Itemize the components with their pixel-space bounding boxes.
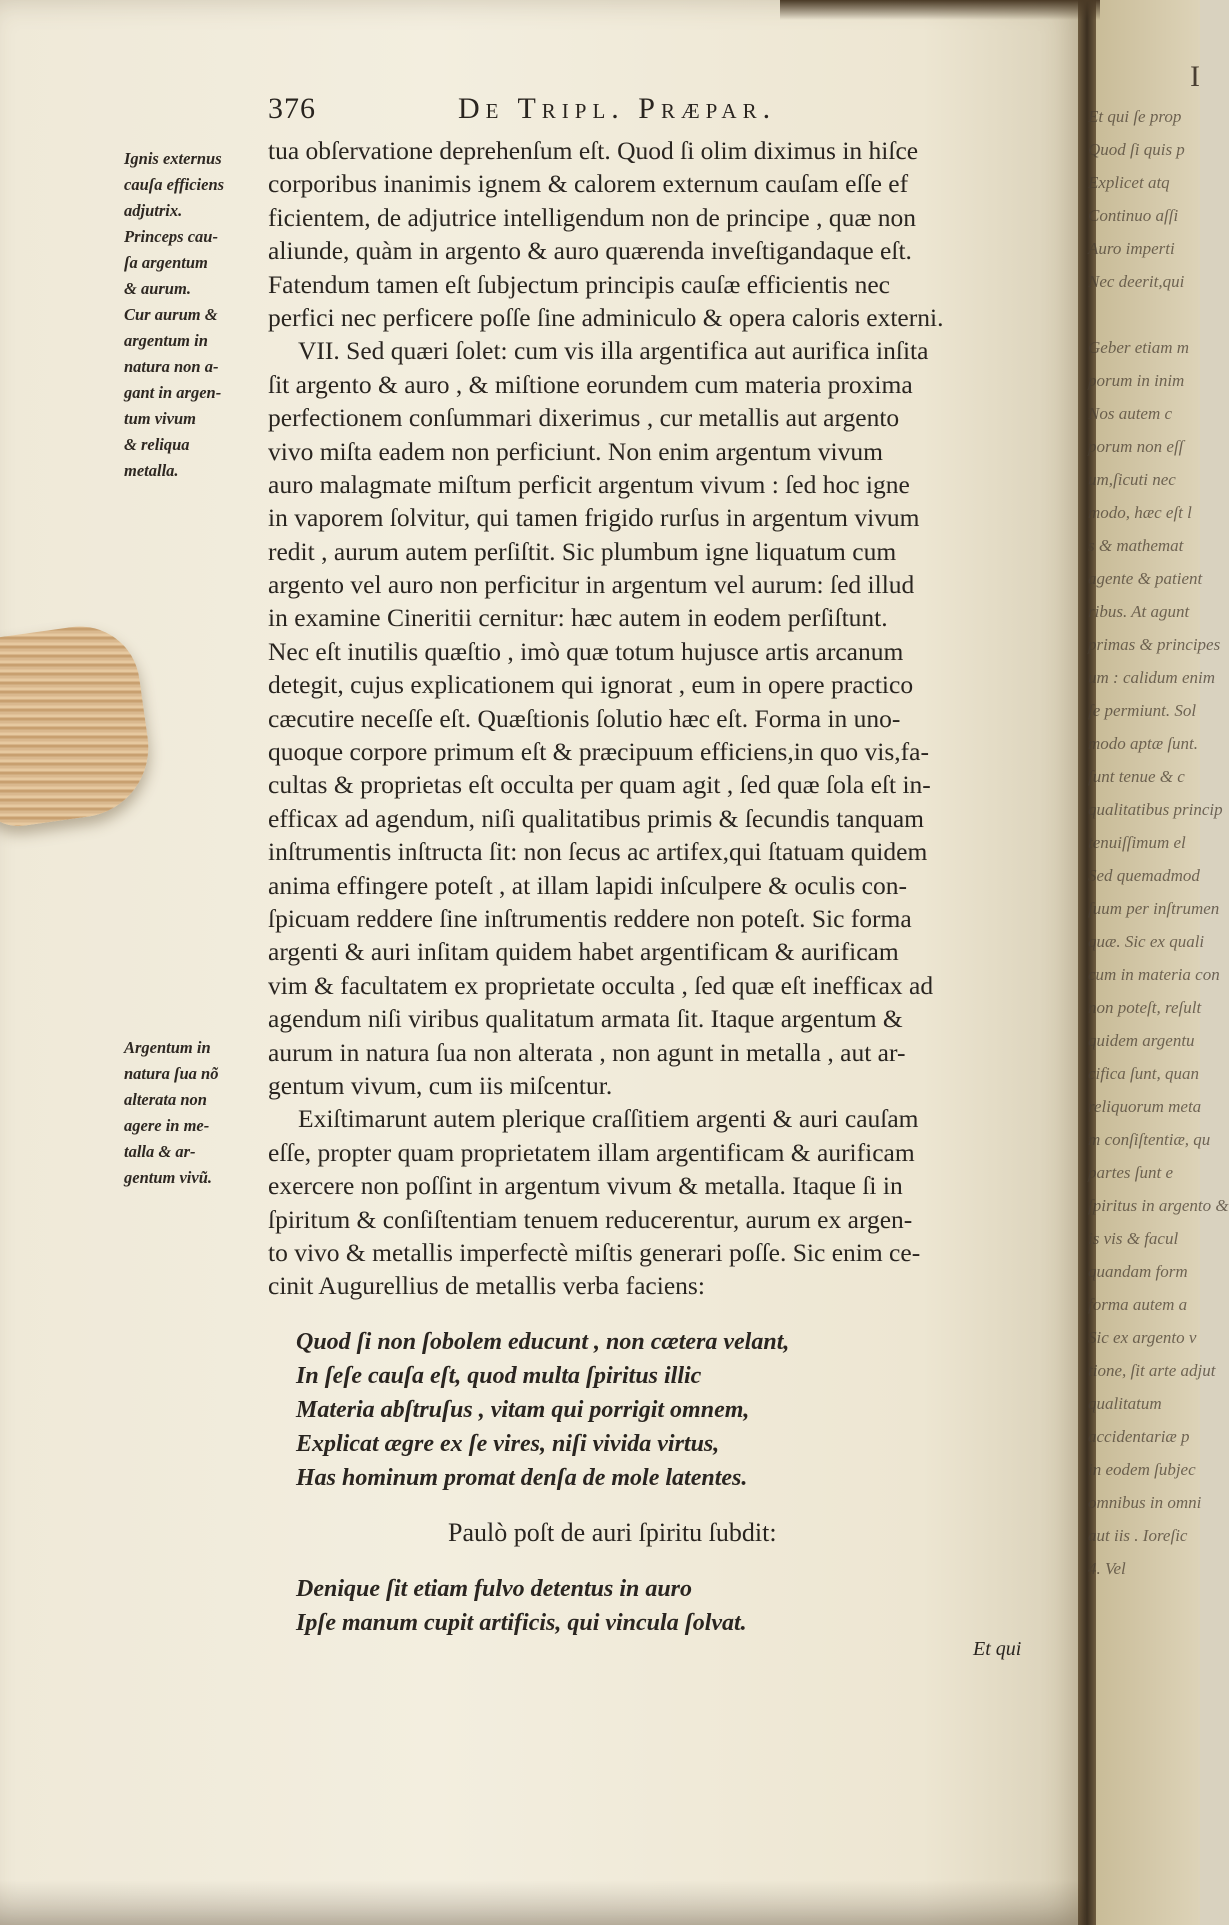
margin-note-line: natura ſua nõ	[124, 1064, 219, 1083]
text-line: inſtrumentis inſtructa ſit: non ſecus ac artifex,qui ſtatuam quidem	[268, 837, 928, 867]
text-line: gentum vivum, cum iis miſcentur.	[268, 1070, 613, 1100]
next-page-line: Sic ex argento v	[1088, 1328, 1197, 1347]
page-header	[268, 92, 1048, 132]
next-page-line: Sed quemadmod	[1088, 866, 1200, 885]
next-page-line: porum non eſſ	[1088, 437, 1184, 456]
next-page-line: m conſiſtentiæ, qu	[1088, 1130, 1211, 1149]
text-line: in vaporem ſolvitur, qui tamen frigido rurſus in argentum vivum	[268, 503, 920, 533]
margin-note-line: gentum vivũ.	[124, 1168, 213, 1187]
margin-note-line: & reliqua	[124, 435, 190, 454]
text-line: in examine Cineritii cernitur: hæc autem in eodem perſiſtunt.	[268, 603, 888, 633]
next-page-line: ſunt tenue & c	[1088, 767, 1185, 786]
text-line: redit , aurum autem perſiſtit. Sic plumbum igne liquatum cum	[268, 536, 897, 566]
next-page-line: um,ſicuti nec	[1088, 470, 1176, 489]
margin-note-line: adjutrix.	[124, 201, 183, 220]
text-line: aliunde, quàm in argento & auro quærenda inveſtigandaque eſt.	[268, 236, 912, 266]
text-line: eſſe, propter quam proprietatem illam argentificam & aurificam	[268, 1137, 915, 1167]
text-line: vivo miſta eadem non perficiunt. Non enim argentum vivum	[268, 436, 883, 466]
text-line: cinit Augurellius de metallis verba faciens:	[268, 1271, 705, 1301]
next-page-line: tione, ſit arte adjut	[1088, 1361, 1216, 1380]
text-line: Fatendum tamen eſt ſubjectum principis cauſæ efficientis nec	[268, 269, 890, 299]
text-line: VII. Sed quæri ſolet: cum vis illa argentifica aut aurifica inſita	[298, 336, 929, 366]
verse-line: Has hominum promat denſa de mole latentes.	[296, 1465, 748, 1491]
main-text-block	[268, 134, 1046, 1303]
verse-line: Materia abſtruſus , vitam qui porrigit omnem,	[296, 1397, 750, 1423]
catchword: Et qui	[973, 1638, 1022, 1660]
text-line: ficientem, de adjutrice intelligendum non de principe , quæ non	[268, 202, 916, 232]
page-top-shadow	[780, 0, 1100, 20]
verse-intro: Paulò poſt de auri ſpiritu ſubdit:	[448, 1518, 777, 1547]
text-line: corporibus inanimis ignem & calorem externum cauſam eſſe ef	[268, 169, 909, 199]
next-page-line: modo, hæc eſt l	[1088, 503, 1192, 522]
next-page-line: agente & patient	[1088, 569, 1203, 588]
next-page-line: tenuiſſimum el	[1088, 833, 1186, 852]
next-page-line: quæ. Sic ex quali	[1088, 932, 1205, 951]
text-line: tua obſervatione deprehenſum eſt. Quod ſi olim diximus in hiſce	[268, 136, 919, 165]
next-page-line: accidentariæ p	[1088, 1427, 1190, 1446]
margin-note-line: natura non a-	[124, 357, 219, 376]
text-line: to vivo & metallis imperfectè miſtis generari poſſe. Sic enim ce-	[268, 1237, 921, 1267]
next-page-line: ſpiritus in argento &	[1088, 1196, 1229, 1215]
next-page-line: Geber etiam m	[1088, 338, 1190, 357]
next-page-line: Quod ſi quis p	[1088, 140, 1185, 159]
margin-note-2	[124, 1035, 270, 1191]
next-page-line: Nos autem c	[1088, 404, 1173, 423]
next-page-line: primas & principes	[1088, 635, 1221, 654]
verse-line: In ſeſe cauſa eſt, quod multa ſpiritus illic	[296, 1363, 702, 1389]
running-head: De Tripl. Præpar.	[458, 92, 777, 125]
next-page-line: Explicet atq	[1088, 173, 1170, 192]
margin-note-line: Princeps cau-	[124, 227, 218, 246]
text-line: ſpicuam reddere ſine inſtrumentis reddere non poteſt. Sic forma	[268, 903, 912, 933]
next-page-line: non poteſt, reſult	[1088, 998, 1202, 1017]
next-page-line: partes ſunt e	[1088, 1163, 1173, 1182]
next-page-line	[1088, 298, 1200, 331]
page-bottom-shadow	[0, 1880, 1085, 1925]
text-line: exercere non poſſint in argentum vivum & metalla. Itaque ſi in	[268, 1171, 903, 1201]
margin-note-line: gant in argen-	[124, 383, 222, 402]
text-line: auro malagmate miſtum perficit argentum vivum : ſed hoc igne	[268, 469, 910, 499]
margin-note-line: cauſa efficiens	[124, 175, 225, 194]
next-page-line: Et qui ſe prop	[1088, 107, 1182, 126]
margin-note-line: talla & ar-	[124, 1142, 196, 1161]
margin-note-line: alterata non	[124, 1090, 207, 1109]
text-line: argenti & auri inſitam quidem habet argentificam & aurificam	[268, 937, 899, 967]
next-page-line: Nec deerit,qui	[1088, 272, 1185, 291]
next-page-corner-letter: I	[1190, 60, 1200, 93]
text-line: Nec eſt inutilis quæſtio , imò quæ totum hujusce artis arcanum	[268, 636, 904, 666]
margin-note-line: metalla.	[124, 461, 179, 480]
text-line: perfici nec perficere poſſe ſine adminiculo & opera caloris externi.	[268, 302, 944, 332]
margin-note-line: tum vivum	[124, 409, 196, 428]
text-line: cultas & proprietas eſt occulta per quam agit , ſed quæ ſola eſt in-	[268, 770, 931, 800]
next-page-line: ribus. At agunt	[1088, 602, 1190, 621]
next-page-line: qualitatum	[1088, 1394, 1162, 1413]
margin-note-line: Cur aurum &	[124, 305, 218, 324]
margin-note-line: Argentum in	[124, 1038, 211, 1057]
verse-line: Explicat ægre ex ſe vires, niſi vivida virtus,	[296, 1431, 720, 1457]
margin-note-line: Ignis externus	[124, 149, 222, 168]
next-page-line: cifica ſunt, quan	[1088, 1064, 1199, 1083]
text-line: agendum niſi viribus qualitatum armata ſit. Itaque argentum &	[268, 1004, 903, 1034]
verse-line: Quod ſi non ſobolem educunt , non cætera velant,	[296, 1329, 790, 1355]
text-line: efficax ad agendum, niſi qualitatibus primis & ſecundis tanquam	[268, 803, 925, 833]
verse-quotation-1	[296, 1325, 996, 1495]
next-page-line: qualitatibus princip	[1088, 800, 1223, 819]
margin-note-1	[124, 146, 270, 484]
next-page-line: cum in materia con	[1088, 965, 1220, 984]
next-page-line: aut iis . Ioreſic	[1088, 1526, 1188, 1545]
text-line: ſit argento & auro , & miſtione eorundem cum materia proxima	[268, 369, 913, 399]
text-line: detegit, cujus explicationem qui ignorat , eum in opere practico	[268, 670, 914, 700]
next-page-line: um : calidum enim	[1088, 668, 1216, 687]
next-page-line: Auro imperti	[1088, 239, 1175, 258]
text-line: ſpiritum & conſiſtentiam tenuem reducerentur, aurum ex argen-	[268, 1204, 913, 1234]
text-line: aurum in natura ſua non alterata , non agunt in metalla , aut ar-	[268, 1037, 906, 1067]
next-page-line: modo aptæ ſunt.	[1088, 734, 1199, 753]
next-page-line: quidem argentu	[1088, 1031, 1195, 1050]
text-line: perfectionem conſummari dixerimus , cur metallis aut argento	[268, 403, 900, 433]
text-line: cæcutire neceſſe eſt. Quæſtionis ſolutio hæc eſt. Forma in uno-	[268, 703, 901, 733]
next-page-line: ſuum per inſtrumen	[1088, 899, 1220, 918]
next-page-line: s & mathemat	[1088, 536, 1184, 555]
margin-note-line: & aurum.	[124, 279, 191, 298]
text-line: vim & facultatem ex proprietate occulta , ſed quæ eſt inefficax ad	[268, 970, 934, 1000]
next-page-line: forma autem a	[1088, 1295, 1188, 1314]
page-number: 376	[268, 92, 316, 125]
next-page-line: in eodem ſubjec	[1088, 1460, 1196, 1479]
next-page-line: ſe permiunt. Sol	[1088, 701, 1197, 720]
next-page-line: 4. Vel	[1088, 1559, 1126, 1578]
text-line: anima effingere poteſt , at illam lapidi inſculpere & oculis con-	[268, 870, 907, 900]
verse-line: Denique ſit etiam fulvo detentus in auro	[296, 1576, 693, 1602]
next-page-line: omnibus in omni	[1088, 1493, 1202, 1512]
next-page-line: is vis & facul	[1088, 1229, 1179, 1248]
next-page-text-fragments	[1088, 100, 1229, 1585]
verse-quotation-2	[296, 1572, 996, 1640]
next-page-line: reliquorum meta	[1088, 1097, 1202, 1116]
next-page-line: porum in inim	[1088, 371, 1185, 390]
verse-line: Ipſe manum cupit artificis, qui vincula ſolvat.	[296, 1610, 747, 1636]
margin-note-line: argentum in	[124, 331, 208, 350]
margin-note-line: ſa argentum	[124, 253, 208, 272]
text-line: argento vel auro non perficitur in argentum vel aurum: ſed illud	[268, 570, 915, 600]
text-line: quoque corpore primum eſt & præcipuum efficiens,in quo vis,fa-	[268, 737, 929, 767]
margin-note-line: agere in me-	[124, 1116, 210, 1135]
next-page-line: Continuo aſſi	[1088, 206, 1179, 225]
text-line: Exiſtimarunt autem plerique craſſitiem argenti & auri cauſam	[298, 1104, 919, 1134]
next-page-line: quandam form	[1088, 1262, 1188, 1281]
